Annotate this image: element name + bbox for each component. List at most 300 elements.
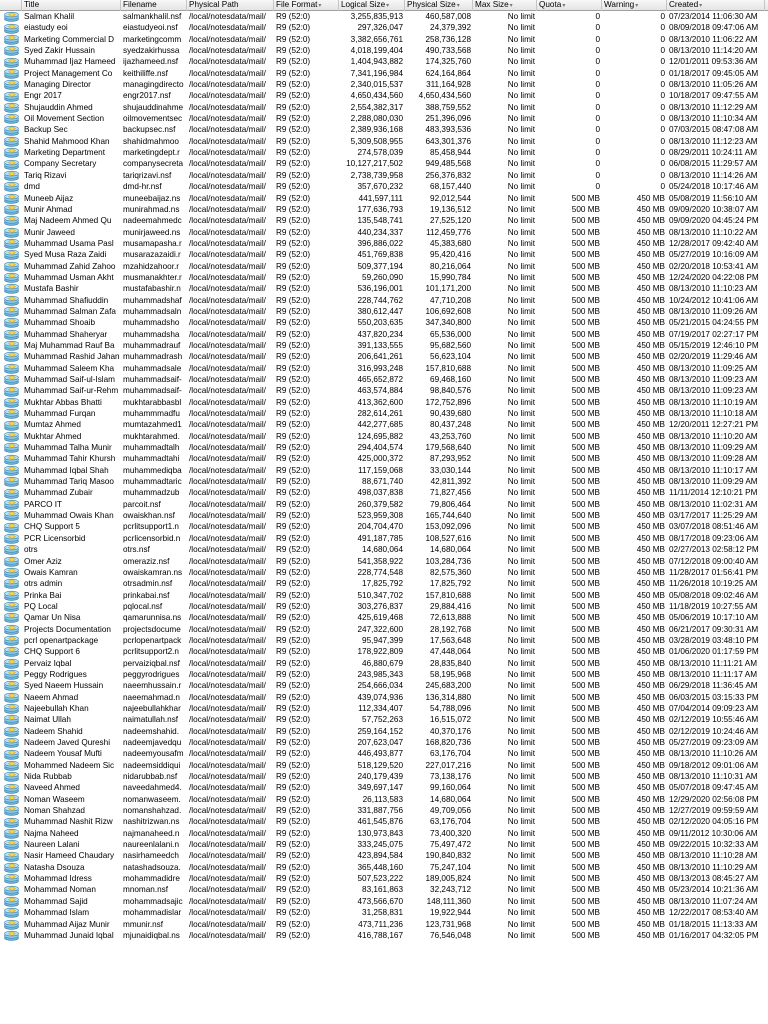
cell-physical-size: 388,759,552 bbox=[425, 102, 471, 112]
cell-quota: 500 MB bbox=[571, 431, 600, 441]
table-row[interactable] bbox=[0, 533, 768, 544]
cell-physical-size: 14,680,064 bbox=[430, 545, 471, 555]
cell-filename: naureenlalani.n bbox=[123, 840, 179, 850]
table-row[interactable] bbox=[0, 658, 768, 669]
cell-created: 08/13/2010 11:09:23 AM bbox=[669, 386, 758, 396]
cell-created: 08/13/2010 11:09:28 AM bbox=[669, 454, 758, 464]
database-icon bbox=[0, 204, 22, 215]
table-row[interactable] bbox=[0, 601, 768, 612]
table-row[interactable] bbox=[0, 567, 768, 578]
cell-max-size: No limit bbox=[507, 34, 535, 44]
table-row[interactable] bbox=[0, 272, 768, 283]
cell-created: 06/08/2015 11:29:57 AM bbox=[669, 159, 758, 169]
database-icon bbox=[0, 930, 22, 941]
cell-logical-size: 46,880,679 bbox=[362, 658, 403, 668]
cell-filename: naeemhussain.r bbox=[123, 681, 182, 691]
database-icon bbox=[0, 147, 22, 158]
cell-filename: nashitrizwan.ns bbox=[123, 817, 180, 827]
cell-max-size: No limit bbox=[507, 352, 535, 362]
table-row[interactable] bbox=[0, 419, 768, 430]
cell-file-format: R9 (52:0) bbox=[276, 329, 311, 339]
cell-quota: 500 MB bbox=[571, 329, 600, 339]
table-row[interactable] bbox=[0, 124, 768, 135]
database-icon bbox=[0, 158, 22, 169]
cell-warning: 450 MB bbox=[636, 703, 665, 713]
cell-title: Nadeem Shahid bbox=[24, 726, 83, 736]
column-header-physical-size[interactable] bbox=[405, 0, 473, 11]
table-row[interactable] bbox=[0, 11, 768, 22]
cell-title: CHQ Support 6 bbox=[24, 647, 80, 657]
table-row[interactable] bbox=[0, 465, 768, 476]
cell-created: 09/09/2020 04:45:24 PM bbox=[669, 216, 759, 226]
database-icon bbox=[0, 839, 22, 850]
table-row[interactable] bbox=[0, 431, 768, 442]
table-row[interactable] bbox=[0, 612, 768, 623]
cell-logical-size: 510,347,702 bbox=[357, 590, 403, 600]
cell-physical-size: 227,017,216 bbox=[425, 760, 471, 770]
cell-file-format: R9 (52:0) bbox=[276, 590, 311, 600]
table-row[interactable] bbox=[0, 45, 768, 56]
cell-quota: 500 MB bbox=[571, 238, 600, 248]
table-row[interactable] bbox=[0, 22, 768, 33]
cell-file-format: R9 (52:0) bbox=[276, 170, 311, 180]
cell-filename: pcrlitsupport1.n bbox=[123, 522, 179, 532]
cell-filename: nomanshahzad. bbox=[123, 806, 182, 816]
cell-quota: 500 MB bbox=[571, 874, 600, 884]
cell-filename: mustafabashir.n bbox=[123, 284, 181, 294]
cell-max-size: No limit bbox=[507, 80, 535, 90]
cell-created: 05/27/2019 09:23:09 AM bbox=[669, 738, 759, 747]
column-header-label: Title bbox=[24, 0, 40, 9]
sort-arrow-icon[interactable]: ▾ bbox=[318, 3, 322, 9]
cell-created: 05/15/2019 12:46:10 PM bbox=[669, 340, 759, 350]
table-row[interactable] bbox=[0, 227, 768, 238]
column-header-icon[interactable] bbox=[0, 0, 22, 11]
table-row[interactable] bbox=[0, 136, 768, 147]
cell-physical-size: 101,171,200 bbox=[425, 284, 471, 294]
cell-physical-path: /local/notesdata/mail/ bbox=[189, 386, 266, 396]
table-row[interactable] bbox=[0, 170, 768, 181]
table-row[interactable] bbox=[0, 181, 768, 192]
cell-physical-path: /local/notesdata/mail/ bbox=[189, 443, 266, 453]
table-row[interactable] bbox=[0, 907, 768, 918]
sort-arrow-icon[interactable]: ▾ bbox=[509, 3, 513, 9]
cell-warning: 450 MB bbox=[636, 896, 665, 906]
cell-filename: muhammadsha bbox=[123, 329, 180, 339]
cell-warning: 0 bbox=[660, 68, 665, 78]
cell-physical-path: /local/notesdata/mail/ bbox=[189, 647, 266, 657]
cell-physical-size: 17,563,648 bbox=[430, 635, 471, 645]
column-header-filename[interactable] bbox=[121, 0, 187, 11]
table-row[interactable] bbox=[0, 261, 768, 272]
cell-physical-path: /local/notesdata/mail/ bbox=[189, 669, 266, 679]
database-icon bbox=[0, 578, 22, 589]
cell-quota: 500 MB bbox=[571, 352, 600, 362]
table-row[interactable] bbox=[0, 204, 768, 215]
database-icon bbox=[0, 771, 22, 782]
cell-physical-size: 33,030,144 bbox=[430, 465, 471, 475]
table-row[interactable] bbox=[0, 374, 768, 385]
table-row[interactable] bbox=[0, 34, 768, 45]
cell-physical-size: 76,546,048 bbox=[430, 930, 471, 940]
table-row[interactable] bbox=[0, 919, 768, 930]
cell-physical-path: /local/notesdata/mail/ bbox=[189, 238, 266, 248]
cell-warning: 450 MB bbox=[636, 783, 665, 793]
cell-filename: pervaiziqbal.nsf bbox=[123, 658, 180, 668]
cell-file-format: R9 (52:0) bbox=[276, 533, 311, 543]
table-row[interactable] bbox=[0, 590, 768, 601]
cell-created: 06/29/2018 11:36:45 AM bbox=[669, 681, 758, 691]
sort-arrow-icon[interactable]: ▾ bbox=[635, 3, 639, 9]
cell-max-size: No limit bbox=[507, 397, 535, 407]
table-row[interactable] bbox=[0, 703, 768, 714]
cell-physical-path: /local/notesdata/mail/ bbox=[189, 658, 266, 668]
cell-title: Munir Jaweed bbox=[24, 227, 75, 237]
cell-file-format: R9 (52:0) bbox=[276, 318, 311, 328]
cell-max-size: No limit bbox=[507, 46, 535, 56]
cell-physical-path: /local/notesdata/mail/ bbox=[189, 681, 266, 691]
cell-physical-size: 58,195,968 bbox=[430, 669, 471, 679]
cell-warning: 450 MB bbox=[636, 749, 665, 759]
column-header-bar bbox=[0, 0, 768, 11]
table-row[interactable] bbox=[0, 68, 768, 79]
cell-created: 08/13/2010 11:10:31 AM bbox=[669, 772, 758, 782]
cell-max-size: No limit bbox=[507, 772, 535, 782]
cell-title: Mukhtar Ahmed bbox=[24, 431, 82, 441]
cell-warning: 450 MB bbox=[636, 726, 665, 736]
table-row[interactable] bbox=[0, 748, 768, 759]
cell-filename: mukhtarabbasbl bbox=[123, 397, 182, 407]
database-icon bbox=[0, 68, 22, 79]
cell-max-size: No limit bbox=[507, 227, 535, 237]
cell-physical-size: 153,092,096 bbox=[425, 522, 471, 532]
cell-physical-path: /local/notesdata/mail/ bbox=[189, 375, 266, 384]
column-header-file-format[interactable] bbox=[274, 0, 339, 11]
database-icon bbox=[0, 919, 22, 930]
cell-filename: eiastudyeoi.nsf bbox=[123, 23, 178, 33]
cell-warning: 450 MB bbox=[636, 908, 665, 918]
cell-quota: 500 MB bbox=[571, 386, 600, 396]
cell-quota: 500 MB bbox=[571, 726, 600, 736]
cell-created: 08/13/2010 11:10:19 AM bbox=[669, 397, 758, 407]
table-row[interactable] bbox=[0, 102, 768, 113]
cell-physical-size: 80,216,064 bbox=[430, 261, 471, 271]
table-row[interactable] bbox=[0, 351, 768, 362]
table-row[interactable] bbox=[0, 317, 768, 328]
table-row[interactable] bbox=[0, 635, 768, 646]
cell-physical-size: 49,709,056 bbox=[430, 806, 471, 816]
cell-warning: 450 MB bbox=[636, 261, 665, 271]
cell-warning: 0 bbox=[660, 91, 665, 101]
cell-physical-size: 15,990,784 bbox=[430, 272, 471, 282]
database-icon bbox=[0, 590, 22, 601]
cell-physical-size: 73,400,320 bbox=[430, 828, 471, 838]
cell-max-size: No limit bbox=[507, 148, 535, 158]
cell-file-format: R9 (52:0) bbox=[276, 193, 311, 203]
cell-created: 12/01/2011 09:53:36 AM bbox=[669, 57, 758, 67]
cell-physical-path: /local/notesdata/mail/ bbox=[189, 193, 266, 203]
cell-max-size: No limit bbox=[507, 250, 535, 260]
table-row[interactable] bbox=[0, 556, 768, 567]
cell-created: 08/13/2010 11:06:22 AM bbox=[669, 34, 758, 44]
table-row[interactable] bbox=[0, 816, 768, 827]
cell-filename: mohammadislar bbox=[123, 908, 182, 918]
cell-created: 01/16/2017 04:32:05 PM bbox=[669, 930, 759, 940]
cell-created: 08/13/2010 11:11:17 AM bbox=[669, 669, 758, 679]
cell-warning: 450 MB bbox=[636, 772, 665, 782]
cell-title: Owais Kamran bbox=[24, 567, 78, 577]
cell-quota: 500 MB bbox=[571, 840, 600, 850]
table-row[interactable] bbox=[0, 544, 768, 555]
cell-max-size: No limit bbox=[507, 647, 535, 657]
table-row[interactable] bbox=[0, 771, 768, 782]
table-row[interactable] bbox=[0, 873, 768, 884]
sort-arrow-icon[interactable]: ▾ bbox=[386, 3, 390, 9]
table-row[interactable] bbox=[0, 295, 768, 306]
cell-physical-path: /local/notesdata/mail/ bbox=[189, 477, 266, 487]
database-icon bbox=[0, 363, 22, 374]
table-row[interactable] bbox=[0, 113, 768, 124]
table-row[interactable] bbox=[0, 805, 768, 816]
cell-max-size: No limit bbox=[507, 908, 535, 918]
database-icon bbox=[0, 816, 22, 827]
cell-physical-path: /local/notesdata/mail/ bbox=[189, 806, 266, 816]
table-row[interactable] bbox=[0, 624, 768, 635]
cell-file-format: R9 (52:0) bbox=[276, 851, 311, 861]
table-row[interactable] bbox=[0, 794, 768, 805]
column-header-quota[interactable] bbox=[537, 0, 602, 11]
cell-created: 12/20/2011 12:27:21 PM bbox=[669, 420, 759, 430]
cell-file-format: R9 (52:0) bbox=[276, 613, 311, 623]
cell-title: Mohammad Sajid bbox=[24, 896, 88, 906]
database-icon bbox=[0, 601, 22, 612]
sort-arrow-icon[interactable]: ▾ bbox=[456, 3, 460, 9]
table-row[interactable] bbox=[0, 363, 768, 374]
cell-max-size: No limit bbox=[507, 499, 535, 509]
table-row[interactable] bbox=[0, 340, 768, 351]
cell-warning: 0 bbox=[660, 136, 665, 146]
table-row[interactable] bbox=[0, 442, 768, 453]
table-row[interactable] bbox=[0, 487, 768, 498]
table-row[interactable] bbox=[0, 862, 768, 873]
table-row[interactable] bbox=[0, 839, 768, 850]
cell-created: 12/24/2020 04:22:08 PM bbox=[669, 272, 759, 282]
column-header-label: File Format bbox=[276, 0, 318, 9]
table-row[interactable] bbox=[0, 90, 768, 101]
cell-warning: 450 MB bbox=[636, 499, 665, 509]
cell-physical-size: 27,525,120 bbox=[430, 216, 471, 226]
cell-physical-path: /local/notesdata/mail/ bbox=[189, 522, 266, 532]
table-row[interactable] bbox=[0, 249, 768, 260]
database-icon bbox=[0, 533, 22, 544]
cell-physical-size: 90,439,680 bbox=[430, 409, 471, 419]
cell-logical-size: 112,334,407 bbox=[358, 703, 403, 713]
cell-title: Backup Sec bbox=[24, 125, 68, 135]
cell-physical-size: 65,536,000 bbox=[430, 329, 471, 339]
cell-max-size: No limit bbox=[507, 715, 535, 725]
cell-file-format: R9 (52:0) bbox=[276, 772, 311, 782]
cell-max-size: No limit bbox=[507, 658, 535, 668]
column-header-logical-size[interactable] bbox=[339, 0, 405, 11]
table-row[interactable] bbox=[0, 521, 768, 532]
cell-warning: 450 MB bbox=[636, 420, 665, 430]
cell-title: Pervaiz Iqbal bbox=[24, 658, 72, 668]
database-icon bbox=[0, 556, 22, 567]
database-icon bbox=[0, 22, 22, 33]
table-row[interactable] bbox=[0, 669, 768, 680]
sort-arrow-icon[interactable]: ▾ bbox=[562, 3, 566, 9]
cell-logical-size: 282,614,261 bbox=[357, 409, 403, 419]
cell-max-size: No limit bbox=[507, 102, 535, 112]
column-header-max-size[interactable] bbox=[473, 0, 537, 11]
cell-physical-path: /local/notesdata/mail/ bbox=[189, 250, 266, 260]
cell-filename: syedzakirhussa bbox=[123, 46, 180, 56]
cell-physical-size: 157,810,688 bbox=[425, 590, 471, 600]
table-row[interactable] bbox=[0, 238, 768, 249]
table-row[interactable] bbox=[0, 453, 768, 464]
cell-physical-size: 47,710,208 bbox=[430, 295, 471, 305]
cell-physical-path: /local/notesdata/mail/ bbox=[189, 363, 266, 373]
cell-logical-size: 416,788,167 bbox=[357, 930, 403, 940]
cell-file-format: R9 (52:0) bbox=[276, 114, 311, 124]
table-row[interactable] bbox=[0, 884, 768, 895]
cell-physical-path: /local/notesdata/mail/ bbox=[189, 216, 266, 226]
table-row[interactable] bbox=[0, 408, 768, 419]
cell-max-size: No limit bbox=[507, 114, 535, 124]
column-header-created[interactable] bbox=[667, 0, 765, 11]
cell-filename: muhammediqba bbox=[123, 465, 182, 475]
cell-filename: nadeemjavedqu bbox=[123, 738, 182, 747]
cell-filename: mumtazahmed1 bbox=[123, 420, 182, 430]
table-row[interactable] bbox=[0, 782, 768, 793]
cell-logical-size: 473,566,670 bbox=[357, 896, 403, 906]
cell-physical-size: 172,752,896 bbox=[425, 397, 471, 407]
cell-filename: mzahidzahoor.r bbox=[123, 261, 179, 271]
column-header-physical-path[interactable] bbox=[187, 0, 274, 11]
cell-max-size: No limit bbox=[507, 862, 535, 872]
table-row[interactable] bbox=[0, 714, 768, 725]
cell-logical-size: 441,597,111 bbox=[358, 193, 403, 203]
cell-title: Muhammad Nashit Rizw bbox=[24, 817, 113, 827]
cell-physical-path: /local/notesdata/mail/ bbox=[189, 204, 266, 214]
table-row[interactable] bbox=[0, 283, 768, 294]
table-row[interactable] bbox=[0, 397, 768, 408]
cell-max-size: No limit bbox=[507, 828, 535, 838]
table-row[interactable] bbox=[0, 385, 768, 396]
table-row[interactable] bbox=[0, 680, 768, 691]
table-row[interactable] bbox=[0, 79, 768, 90]
cell-warning: 450 MB bbox=[636, 840, 665, 850]
cell-logical-size: 1,404,943,882 bbox=[350, 57, 403, 67]
cell-physical-path: /local/notesdata/mail/ bbox=[189, 817, 266, 827]
database-icon bbox=[0, 79, 22, 90]
cell-file-format: R9 (52:0) bbox=[276, 454, 311, 464]
cell-title: Muhammad Zubair bbox=[24, 488, 93, 498]
database-icon bbox=[0, 544, 22, 555]
cell-logical-size: 2,554,382,317 bbox=[350, 102, 403, 112]
table-row[interactable] bbox=[0, 56, 768, 67]
cell-warning: 0 bbox=[660, 12, 665, 21]
cell-warning: 450 MB bbox=[636, 397, 665, 407]
cell-filename: natashadsouza. bbox=[123, 862, 181, 872]
table-row[interactable] bbox=[0, 158, 768, 169]
table-row[interactable] bbox=[0, 737, 768, 748]
cell-title: Mustafa Bashir bbox=[24, 284, 79, 294]
cell-physical-path: /local/notesdata/mail/ bbox=[189, 34, 266, 44]
cell-title: otrs bbox=[24, 545, 38, 555]
cell-filename: owaiskamran.ns bbox=[123, 567, 183, 577]
cell-physical-size: 189,005,824 bbox=[425, 874, 471, 884]
cell-max-size: No limit bbox=[507, 669, 535, 679]
table-row[interactable] bbox=[0, 329, 768, 340]
cell-physical-path: /local/notesdata/mail/ bbox=[189, 601, 266, 611]
cell-physical-size: 174,325,760 bbox=[425, 57, 471, 67]
cell-filename: muhammadsale bbox=[123, 363, 182, 373]
cell-logical-size: 243,985,343 bbox=[357, 669, 403, 679]
table-row[interactable] bbox=[0, 930, 768, 941]
table-row[interactable] bbox=[0, 215, 768, 226]
table-row[interactable] bbox=[0, 578, 768, 589]
table-row[interactable] bbox=[0, 896, 768, 907]
table-row[interactable] bbox=[0, 850, 768, 861]
cell-created: 08/13/2010 11:12:29 AM bbox=[669, 102, 758, 112]
cell-title: Projects Documentation bbox=[24, 624, 111, 634]
cell-logical-size: 117,159,068 bbox=[358, 465, 403, 475]
cell-quota: 500 MB bbox=[571, 272, 600, 282]
cell-quota: 500 MB bbox=[571, 885, 600, 895]
table-row[interactable] bbox=[0, 760, 768, 771]
table-row[interactable] bbox=[0, 692, 768, 703]
cell-filename: naeemahmad.n bbox=[123, 692, 180, 702]
table-row[interactable] bbox=[0, 147, 768, 158]
cell-physical-size: 79,806,464 bbox=[430, 499, 471, 509]
database-icon bbox=[0, 612, 22, 623]
table-row[interactable] bbox=[0, 306, 768, 317]
cell-title: PCR Licensorbid bbox=[24, 533, 86, 543]
cell-title: Muhammad Iqbal Shah bbox=[24, 465, 109, 475]
database-icon bbox=[0, 124, 22, 135]
cell-file-format: R9 (52:0) bbox=[276, 760, 311, 770]
cell-filename: muhammadsaln bbox=[123, 306, 182, 316]
table-row[interactable] bbox=[0, 726, 768, 737]
cell-physical-size: 347,340,800 bbox=[425, 318, 471, 328]
table-row[interactable] bbox=[0, 476, 768, 487]
cell-warning: 450 MB bbox=[636, 862, 665, 872]
cell-quota: 500 MB bbox=[571, 715, 600, 725]
cell-max-size: No limit bbox=[507, 590, 535, 600]
table-row[interactable] bbox=[0, 828, 768, 839]
table-row[interactable] bbox=[0, 193, 768, 204]
cell-quota: 500 MB bbox=[571, 749, 600, 759]
cell-file-format: R9 (52:0) bbox=[276, 431, 311, 441]
cell-logical-size: 228,774,548 bbox=[357, 567, 403, 577]
sort-arrow-icon[interactable]: ▾ bbox=[699, 3, 703, 9]
cell-title: Shujauddin Ahmed bbox=[24, 102, 93, 112]
cell-created: 03/07/2018 08:51:46 AM bbox=[669, 522, 759, 532]
table-row[interactable] bbox=[0, 499, 768, 510]
column-header-warning[interactable] bbox=[602, 0, 667, 11]
table-row[interactable] bbox=[0, 510, 768, 521]
column-header-title[interactable] bbox=[22, 0, 121, 11]
cell-filename: projectsdocume bbox=[123, 624, 181, 634]
cell-max-size: No limit bbox=[507, 216, 535, 226]
cell-created: 07/04/2014 09:09:23 AM bbox=[669, 703, 759, 713]
table-row[interactable] bbox=[0, 646, 768, 657]
cell-file-format: R9 (52:0) bbox=[276, 749, 311, 759]
cell-physical-size: 168,820,736 bbox=[425, 738, 471, 747]
cell-physical-path: /local/notesdata/mail/ bbox=[189, 318, 266, 328]
cell-max-size: No limit bbox=[507, 136, 535, 146]
